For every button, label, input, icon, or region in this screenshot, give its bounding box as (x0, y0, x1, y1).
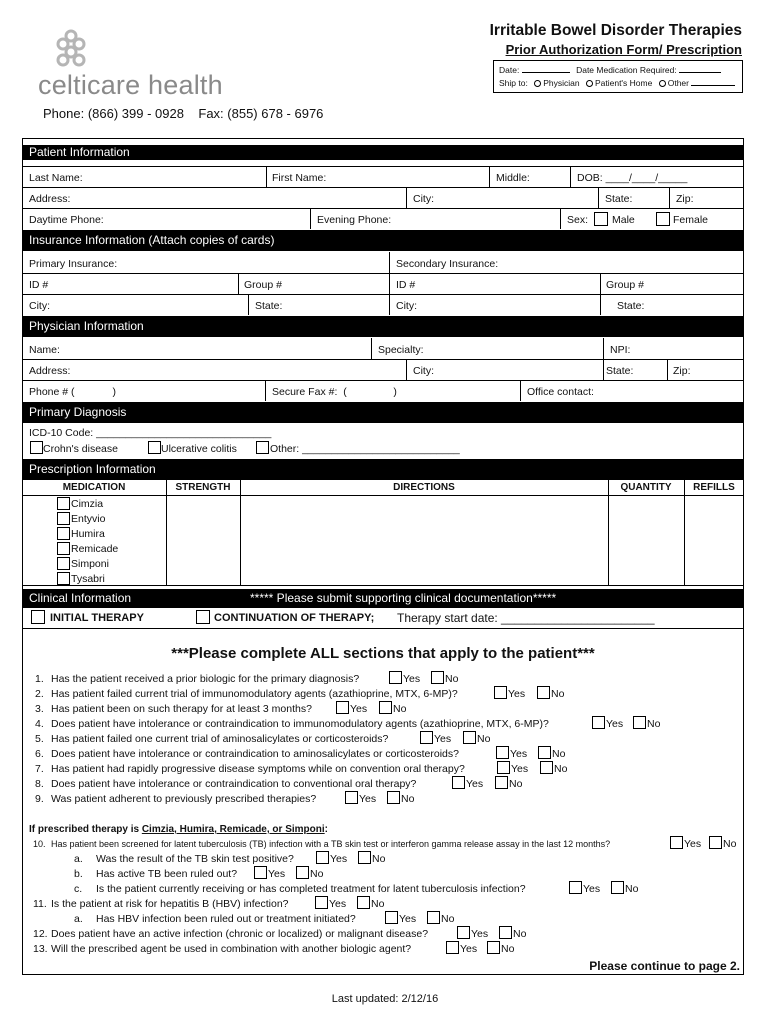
med-checkbox[interactable] (57, 527, 70, 540)
sub-question-no-checkbox[interactable] (611, 881, 624, 894)
primary-group-label[interactable]: Group # (244, 279, 282, 291)
sex-female-checkbox[interactable] (656, 212, 670, 226)
sub-question-number: 13. (33, 943, 48, 955)
question-number: 6. (35, 748, 44, 760)
question-number: 5. (35, 733, 44, 745)
secure-fax-label[interactable]: Secure Fax #: ( ) (272, 386, 397, 398)
sub-question-yes-label: Yes (399, 913, 417, 925)
question-no-checkbox[interactable] (538, 746, 551, 759)
med-label: Simponi (71, 558, 109, 570)
last-name-label[interactable]: Last Name: (29, 172, 83, 184)
sub-question-no-checkbox[interactable] (427, 911, 440, 924)
sub-question-text: Was the result of the TB skin test positive? (96, 853, 294, 865)
sub-question-no-label: No (625, 883, 639, 895)
zip-label[interactable]: Zip: (676, 193, 694, 205)
sub-question-yes-checkbox[interactable] (670, 836, 683, 849)
if-prescribed-heading (29, 824, 328, 836)
ship-other-label: Other (667, 78, 689, 88)
question-yes-label: Yes (359, 793, 377, 805)
sub-question-text: Has patient been screened for latent tuberculosis (TB) infection with a TB skin test or interferon gamma release assay in the last 12 months? (51, 839, 611, 849)
physician-section-header: Physician Information (22, 316, 744, 337)
question-yes-checkbox[interactable] (389, 671, 402, 684)
sub-question-text: Does patient have an active infection (chronic or localized) or malignant disease? (51, 928, 429, 940)
ship-home-radio[interactable] (586, 80, 593, 87)
question-no-checkbox[interactable] (495, 776, 508, 789)
med-label: Humira (71, 528, 105, 540)
if-prescribed-drugs: Cimzia, Humira, Remicade, or Simponi (141, 824, 325, 835)
sub-question-no-label: No (501, 943, 515, 955)
med-checkbox[interactable] (57, 557, 70, 570)
sub-question-yes-checkbox[interactable] (315, 896, 328, 909)
question-no-label: No (509, 778, 523, 790)
med-checkbox[interactable] (57, 497, 70, 510)
question-no-checkbox[interactable] (387, 791, 400, 804)
ship-physician-label: Physician (543, 78, 580, 88)
question-number: 3. (35, 703, 44, 715)
continuation-label: CONTINUATION OF THERAPY; (214, 612, 375, 624)
col-medication: MEDICATION (62, 482, 126, 493)
med-checkbox[interactable] (57, 542, 70, 555)
col-strength: STRENGTH (175, 482, 231, 493)
npi-label[interactable]: NPI: (610, 344, 631, 356)
col-refills: REFILLS (693, 482, 735, 493)
sex-label: Sex: (567, 214, 589, 226)
date-ship-box (493, 60, 743, 93)
sub-question-yes-label: Yes (471, 928, 489, 940)
celticare-logo-mark (52, 28, 90, 68)
therapy-start-date[interactable]: Therapy start date: _______________________ (397, 611, 655, 625)
question-number: 7. (35, 763, 44, 775)
question-text: Has patient failed current trial of immunomodulatory agents (azathioprine, MTX, 6-MP)? (51, 688, 458, 700)
sub-question-text: Is the patient currently receiving or has completed treatment for latent tuberculosis infection? (96, 883, 526, 895)
question-text: Has patient failed one current trial of aminosalicylates or corticosteroids? (51, 733, 389, 745)
question-no-checkbox[interactable] (431, 671, 444, 684)
logo-wordmark: celticare health (38, 70, 223, 100)
crohns-checkbox[interactable] (30, 441, 43, 454)
primary-id-label[interactable]: ID # (29, 279, 49, 291)
question-no-checkbox[interactable] (537, 686, 550, 699)
sub-question-no-checkbox[interactable] (709, 836, 722, 849)
question-yes-checkbox[interactable] (592, 716, 605, 729)
question-yes-label: Yes (510, 748, 528, 760)
sub-question-no-label: No (441, 913, 455, 925)
sub-question-no-label: No (513, 928, 527, 940)
sub-question-number: b. (74, 868, 83, 880)
if-prescribed-suffix: : (324, 824, 328, 835)
sub-question-text: Will the prescribed agent be used in combination with another biologic agent? (51, 943, 412, 955)
question-yes-label: Yes (508, 688, 526, 700)
question-no-checkbox[interactable] (463, 731, 476, 744)
question-yes-label: Yes (403, 673, 421, 685)
daytime-phone-label[interactable]: Daytime Phone: (29, 214, 104, 226)
med-checkbox[interactable] (57, 512, 70, 525)
question-no-label: No (554, 763, 568, 775)
ship-physician-radio[interactable] (534, 80, 541, 87)
ship-home-label: Patient's Home (594, 78, 653, 88)
ulcerative-colitis-checkbox[interactable] (148, 441, 161, 454)
question-no-label: No (401, 793, 415, 805)
primary-city-label[interactable]: City: (29, 300, 50, 312)
physician-address-label[interactable]: Address: (29, 365, 71, 377)
question-yes-checkbox[interactable] (497, 761, 510, 774)
question-text: Does patient have intolerance or contraindication to aminosalicylates or corticosteroids? (51, 748, 459, 760)
initial-therapy-checkbox[interactable] (31, 610, 45, 624)
primary-insurance-label[interactable]: Primary Insurance: (29, 258, 118, 270)
question-no-label: No (551, 688, 565, 700)
last-updated: Last updated: 2/12/16 (331, 993, 439, 1005)
physician-zip-label[interactable]: Zip: (673, 365, 691, 377)
prescription-section-header: Prescription Information (22, 459, 744, 480)
physician-state-label[interactable]: State: (606, 365, 634, 377)
primary-state-label[interactable]: State: (255, 300, 283, 312)
patient-section-header: Patient Information (22, 145, 744, 160)
dob-field[interactable]: DOB: ____/____/_____ (577, 172, 688, 184)
sub-question-number: 11. (33, 898, 47, 910)
other-diagnosis-label[interactable]: Other: ___________________________ (270, 443, 460, 455)
middle-label[interactable]: Middle: (496, 172, 530, 184)
form-title: Irritable Bowel Disorder Therapies (489, 22, 742, 39)
secondary-city-label[interactable]: City: (396, 300, 417, 312)
sub-question-no-label: No (372, 853, 386, 865)
if-prescribed-prefix: If prescribed therapy is (29, 824, 142, 835)
question-yes-checkbox[interactable] (420, 731, 433, 744)
question-yes-checkbox[interactable] (452, 776, 465, 789)
question-text: Was patient adherent to previously prescribed therapies? (51, 793, 317, 805)
question-no-checkbox[interactable] (540, 761, 553, 774)
sub-question-yes-checkbox[interactable] (446, 941, 459, 954)
question-text: Has patient been on such therapy for at least 3 months? (51, 703, 312, 715)
question-text: Has patient had rapidly progressive disease symptoms while on convention oral therapy? (51, 763, 465, 775)
question-yes-checkbox[interactable] (496, 746, 509, 759)
med-checkbox[interactable] (57, 572, 70, 585)
col-quantity: QUANTITY (620, 482, 672, 493)
physician-phone-label[interactable]: Phone # ( ) (29, 386, 116, 398)
question-yes-checkbox[interactable] (345, 791, 358, 804)
sub-question-yes-checkbox[interactable] (569, 881, 582, 894)
question-number: 9. (35, 793, 44, 805)
ship-to-label: Ship to: (499, 78, 528, 88)
sub-question-no-label: No (310, 868, 324, 880)
sub-question-number: c. (74, 883, 83, 895)
sub-question-yes-label: Yes (329, 898, 347, 910)
question-no-label: No (552, 748, 566, 760)
question-no-checkbox[interactable] (633, 716, 646, 729)
address-label[interactable]: Address: (29, 193, 71, 205)
question-yes-label: Yes (606, 718, 624, 730)
question-number: 4. (35, 718, 44, 730)
question-yes-label: Yes (350, 703, 368, 715)
sex-male-checkbox[interactable] (594, 212, 608, 226)
sub-question-yes-label: Yes (268, 868, 286, 880)
question-no-label: No (477, 733, 491, 745)
secondary-group-label[interactable]: Group # (606, 279, 644, 291)
med-label: Cimzia (71, 498, 104, 510)
secondary-insurance-label[interactable]: Secondary Insurance: (396, 258, 499, 270)
continue-note: Please continue to page 2. (589, 959, 740, 973)
question-number: 1. (35, 673, 44, 685)
med-label: Entyvio (71, 513, 106, 525)
sub-question-number: a. (74, 853, 83, 865)
diagnosis-section-header: Primary Diagnosis (22, 402, 744, 423)
col-directions: DIRECTIONS (393, 482, 455, 493)
sub-question-yes-label: Yes (684, 838, 702, 850)
sub-question-yes-checkbox[interactable] (385, 911, 398, 924)
med-label: Remicade (71, 543, 119, 555)
sub-question-no-checkbox[interactable] (358, 851, 371, 864)
question-no-label: No (445, 673, 459, 685)
ship-other-input[interactable] (691, 85, 735, 86)
question-number: 8. (35, 778, 44, 790)
question-text: Does patient have intolerance or contraindication to conventional oral therapy? (51, 778, 417, 790)
date-med-label: Date Medication Required: (576, 65, 677, 75)
crohns-label: Crohn's disease (43, 443, 118, 455)
question-yes-label: Yes (511, 763, 529, 775)
question-text: Has the patient received a prior biologic for the primary diagnosis? (51, 673, 360, 685)
sub-question-no-checkbox[interactable] (487, 941, 500, 954)
contact-line: Phone: (866) 399 - 0928 Fax: (855) 678 - 6976 (43, 106, 324, 121)
question-no-label: No (647, 718, 661, 730)
evening-phone-label[interactable]: Evening Phone: (317, 214, 392, 226)
sub-question-number: a. (74, 913, 83, 925)
sex-male-label: Male (612, 214, 635, 226)
sub-question-yes-checkbox[interactable] (457, 926, 470, 939)
sub-question-yes-label: Yes (460, 943, 478, 955)
question-yes-checkbox[interactable] (494, 686, 507, 699)
sub-question-no-label: No (371, 898, 385, 910)
sub-question-text: Has active TB been ruled out? (96, 868, 238, 880)
question-no-checkbox[interactable] (379, 701, 392, 714)
ulcerative-colitis-label: Ulcerative colitis (161, 443, 237, 455)
date-label: Date: (499, 65, 520, 75)
sex-female-label: Female (673, 214, 709, 226)
date-input[interactable] (522, 72, 570, 73)
insurance-section-header: Insurance Information (Attach copies of cards) (22, 230, 744, 251)
initial-therapy-label: INITIAL THERAPY (50, 612, 144, 624)
clinical-notice: ***** Please submit supporting clinical documentation***** (250, 591, 557, 605)
sub-question-number: 10. (33, 839, 46, 849)
other-diagnosis-checkbox[interactable] (256, 441, 269, 454)
office-contact-label[interactable]: Office contact: (527, 386, 594, 398)
sub-question-yes-checkbox[interactable] (254, 866, 267, 879)
state-label[interactable]: State: (605, 193, 633, 205)
continuation-checkbox[interactable] (196, 610, 210, 624)
secondary-id-label[interactable]: ID # (396, 279, 416, 291)
question-yes-label: Yes (466, 778, 484, 790)
sub-question-no-checkbox[interactable] (499, 926, 512, 939)
question-number: 2. (35, 688, 44, 700)
sub-question-no-checkbox[interactable] (296, 866, 309, 879)
med-label: Tysabri (71, 573, 105, 585)
sub-question-number: 12. (33, 928, 48, 940)
sub-question-yes-checkbox[interactable] (316, 851, 329, 864)
specialty-label[interactable]: Specialty: (378, 344, 424, 356)
question-yes-checkbox[interactable] (336, 701, 349, 714)
sub-question-yes-label: Yes (583, 883, 601, 895)
complete-all-heading: ***Please complete ALL sections that apply to the patient*** (171, 645, 595, 662)
sub-question-text: Is the patient at risk for hepatitis B (HBV) infection? (51, 898, 289, 910)
sub-question-no-label: No (723, 838, 737, 850)
city-label[interactable]: City: (413, 193, 434, 205)
clinical-section-title: Clinical Information (29, 591, 132, 605)
clinical-section-header (22, 589, 744, 608)
question-text: Does patient have intolerance or contraindication to immunomodulatory agents (azathioprine, MTX, 6-MP)? (51, 718, 549, 730)
first-name-label[interactable]: First Name: (272, 172, 327, 184)
physician-city-label[interactable]: City: (413, 365, 434, 377)
sub-question-no-checkbox[interactable] (357, 896, 370, 909)
date-med-input[interactable] (679, 72, 721, 73)
ship-other-radio[interactable] (659, 80, 666, 87)
secondary-state-label[interactable]: State: (617, 300, 645, 312)
question-yes-label: Yes (434, 733, 452, 745)
sub-question-text: Has HBV infection been ruled out or treatment initiated? (96, 913, 356, 925)
physician-name-label[interactable]: Name: (29, 344, 60, 356)
form-subtitle: Prior Authorization Form/ Prescription (505, 42, 742, 57)
icd-code-field[interactable]: ICD-10 Code: ______________________________ (29, 427, 272, 439)
question-no-label: No (393, 703, 407, 715)
sub-question-yes-label: Yes (330, 853, 348, 865)
